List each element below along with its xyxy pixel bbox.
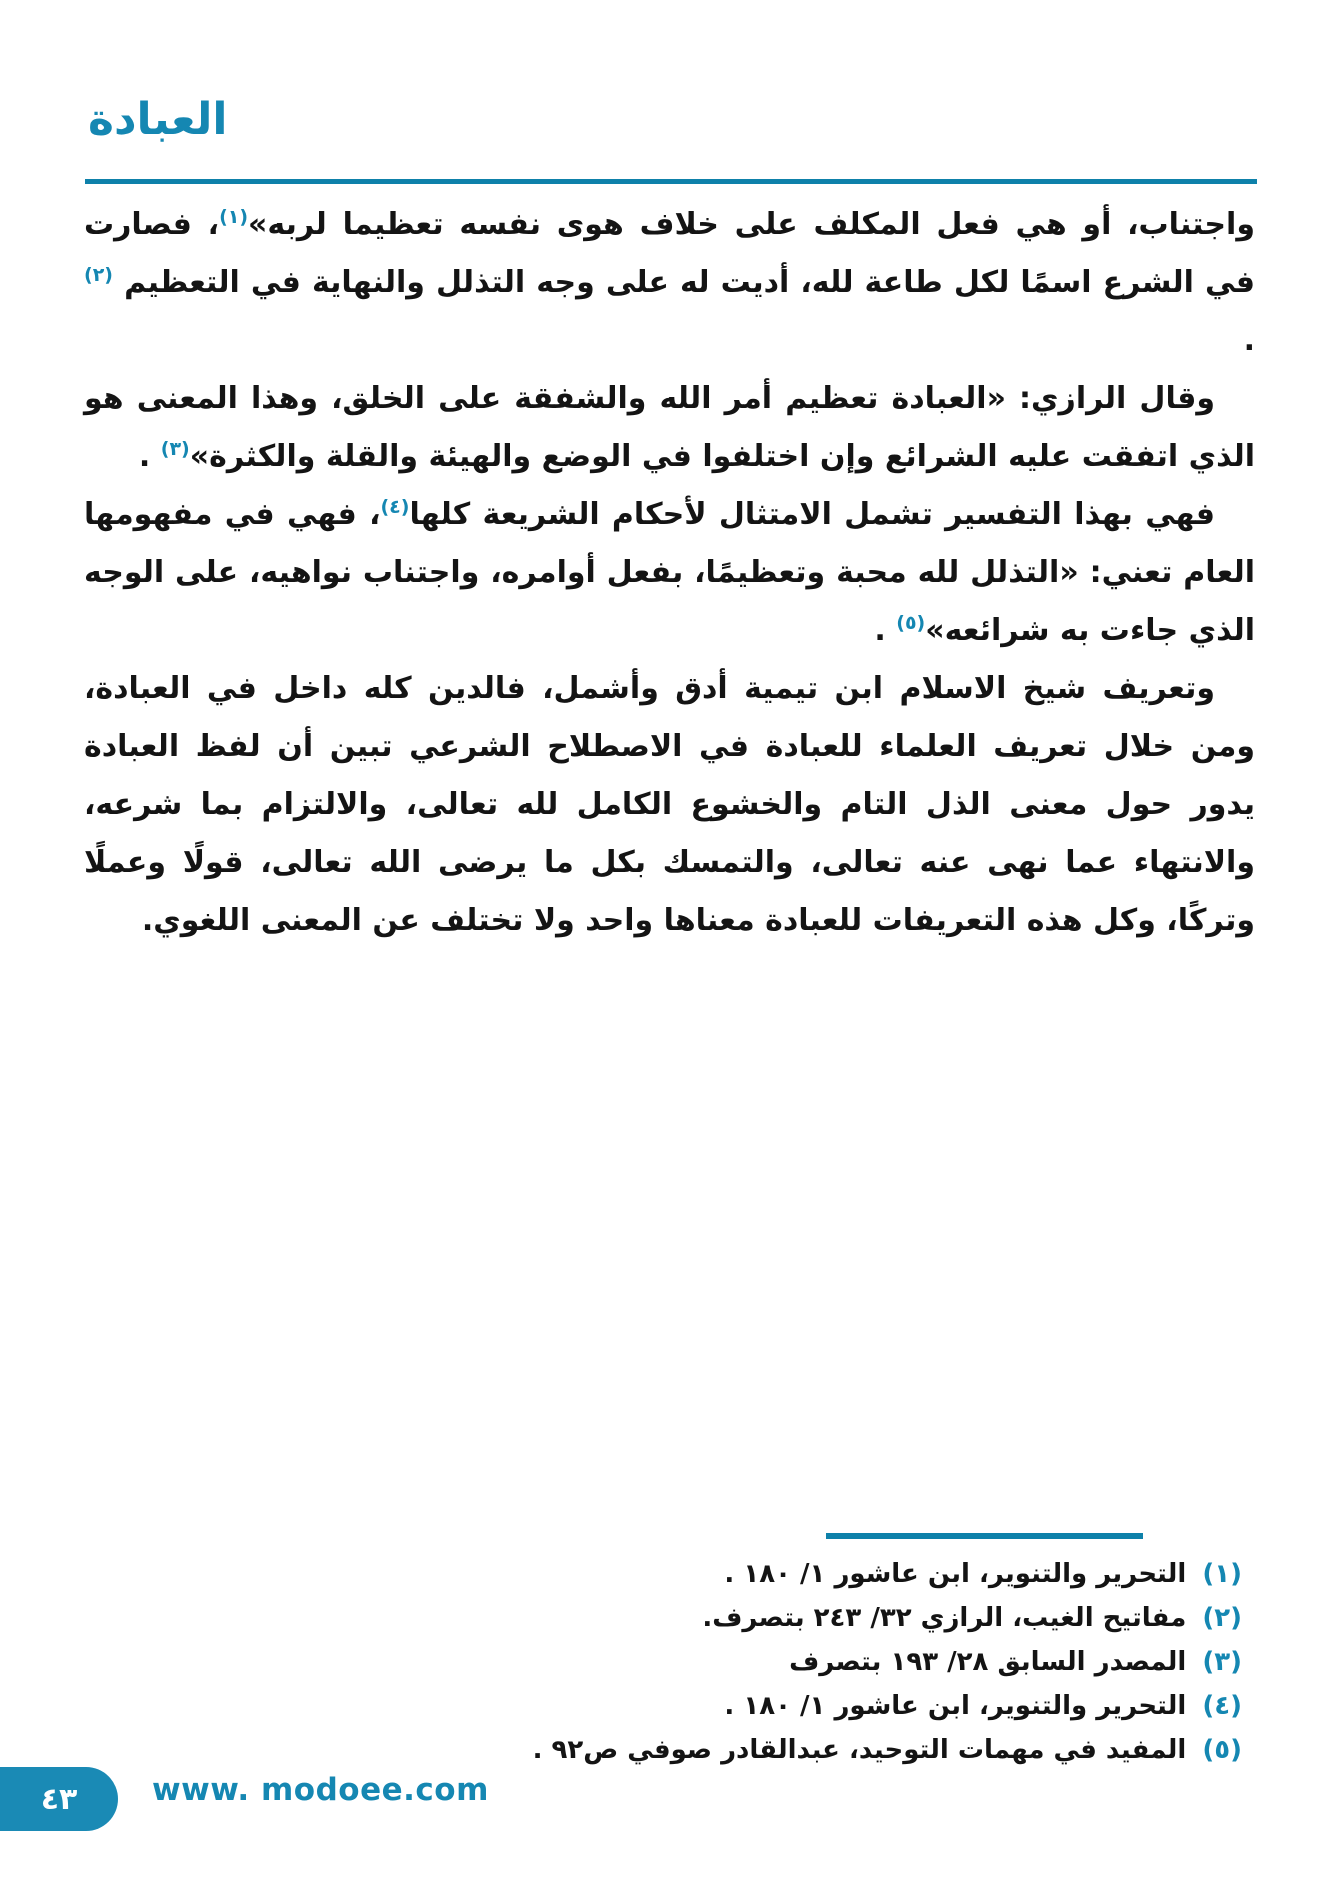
footnote-item: [84, 1552, 1242, 1596]
text-run: .: [874, 613, 897, 648]
footnotes-section: [84, 1552, 1242, 1772]
text-run: واجتناب، أو هي فعل المكلف على خلاف هوى نفسه تعظيما لربه»: [248, 207, 1255, 242]
website-link[interactable]: www. modoee.com: [152, 1772, 489, 1808]
footnote-item: [84, 1728, 1242, 1772]
footnote-text: التحرير والتنوير، ابن عاشور ١/ ١٨٠ .: [724, 1559, 1187, 1589]
footnote-ref: (٤): [380, 496, 410, 518]
text-run: .: [138, 439, 161, 474]
footnote-ref: (٥): [896, 612, 926, 634]
paragraph: [84, 660, 1255, 950]
footnote-separator: [826, 1533, 1143, 1539]
paragraph: [84, 196, 1255, 370]
footnote-text: المصدر السابق ٢٨/ ١٩٣ بتصرف: [789, 1647, 1187, 1677]
footnote-item: [84, 1684, 1242, 1728]
footnote-marker: (١): [1202, 1559, 1242, 1589]
footnote-ref: (١): [219, 206, 249, 228]
page-title: العبادة: [88, 94, 228, 145]
footnote-ref: (٣): [160, 438, 190, 460]
text-run: ، فهي في مفهومها العام تعني: «التذلل لله محبة وتعظيمًا، بفعل أوامره، واجتناب نواهيه، على الوجه الذي جاءت به شرائعه»: [84, 497, 1255, 648]
text-run: .: [1243, 323, 1255, 358]
page-number: ٤٣: [40, 1781, 78, 1817]
footnote-ref: (٢): [84, 264, 113, 286]
footnote-text: المفيد في مهمات التوحيد، عبدالقادر صوفي ص٩٢ .: [532, 1735, 1187, 1765]
footnote-text: التحرير والتنوير، ابن عاشور ١/ ١٨٠ .: [724, 1691, 1187, 1721]
paragraph: [84, 486, 1255, 660]
paragraph: [84, 370, 1255, 486]
footnote-item: [84, 1640, 1242, 1684]
footnote-marker: (٢): [1202, 1603, 1242, 1633]
header-rule: [85, 179, 1257, 184]
body-text: [84, 196, 1255, 950]
footnote-marker: (٣): [1202, 1647, 1242, 1677]
footnote-marker: (٤): [1202, 1691, 1242, 1721]
page-number-badge: [0, 1767, 118, 1831]
text-run: ، فصارت في الشرع اسمًا لكل طاعة لله، أديت له على وجه التذلل والنهاية في التعظيم: [84, 207, 1255, 300]
footnote-item: [84, 1596, 1242, 1640]
footnote-text: مفاتيح الغيب، الرازي ٣٢/ ٢٤٣ بتصرف.: [702, 1603, 1187, 1633]
text-run: فهي بهذا التفسير تشمل الامتثال لأحكام الشريعة كلها: [409, 497, 1215, 532]
footnote-marker: (٥): [1202, 1735, 1242, 1765]
text-run: وقال الرازي: «العبادة تعظيم أمر الله والشفقة على الخلق، وهذا المعنى هو الذي اتفقت عليه الشرائع وإن اختلفوا في الوضع والهيئة والقلة والكثرة»: [84, 381, 1255, 474]
text-run: وتعريف شيخ الاسلام ابن تيمية أدق وأشمل، فالدين كله داخل في العبادة، ومن خلال تعريف العلماء للعبادة في الاصطلاح الشرعي تبين أن لفظ العبادة يدور حول معنى الذل التام والخشوع الكامل لله تعالى، والالتزام بما شرعه، والانتهاء عما نهى عنه تعالى، والتمسك بكل ما يرضى الله تعالى، قولًا وعملًا وتركًا، وكل هذه التعريفات للعبادة معناها واحد ولا تختلف عن المعنى اللغوي.: [84, 671, 1255, 938]
